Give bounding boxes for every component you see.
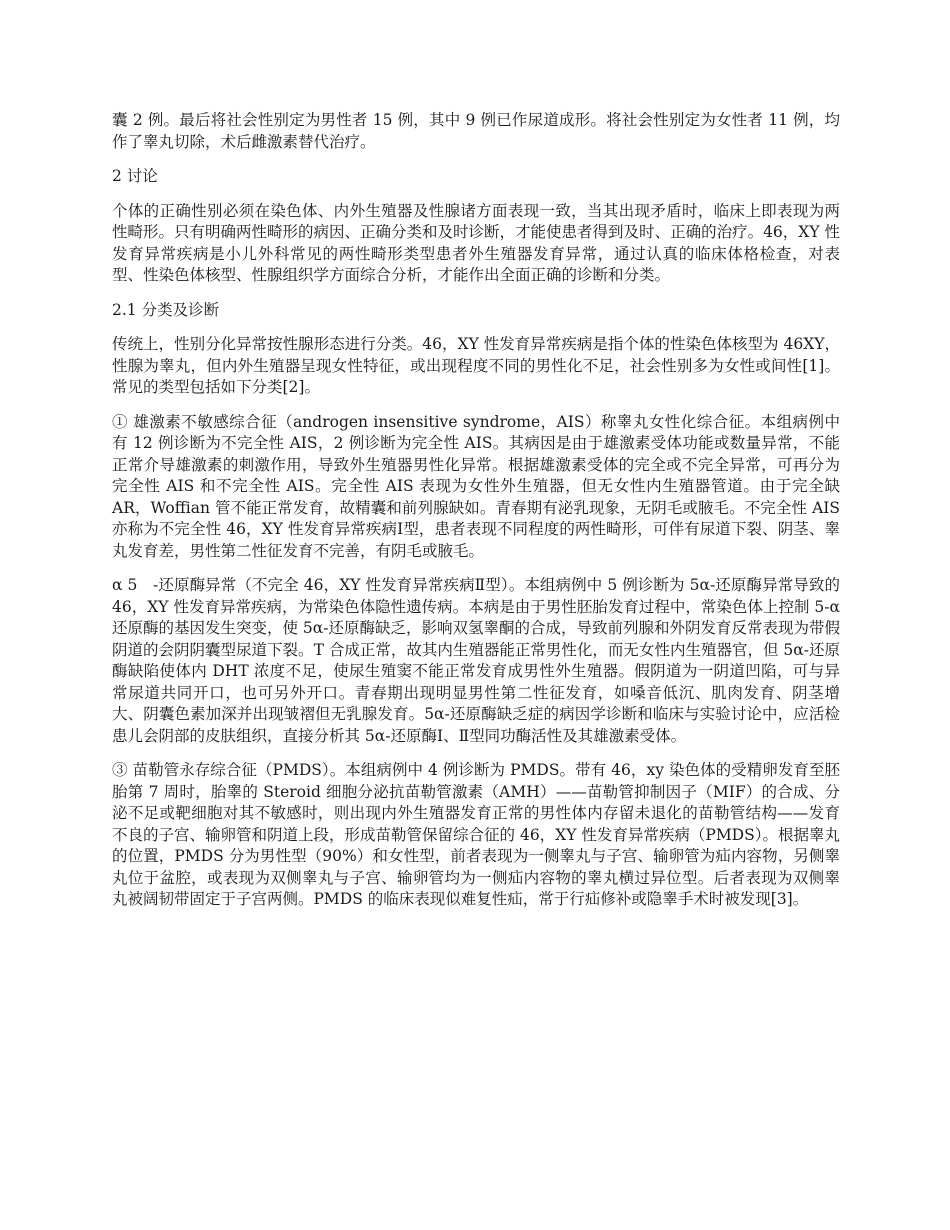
subsection-heading-classification: 2.1 分类及诊断	[112, 300, 220, 319]
paragraph-classification-intro: 传统上，性别分化异常按性腺形态进行分类。46，XY 性发育异常疾病是指个体的性染色体核型为 46XY，性腺为睾丸，但内外生殖器呈现女性特征，或出现程度不同的男性化不足，社会性别多为女性或间性[1]。常见的类型包括如下分类[2]。	[112, 335, 840, 396]
paragraph-case-summary: 囊 2 例。最后将社会性别定为男性者 15 例，其中 9 例已作尿道成形。将社会性别定为女性者 11 例，均作了睾丸切除，术后雌激素替代治疗。	[112, 111, 840, 151]
paragraph-ais: ① 雄激素不敏感综合征（androgen insensitive syndrome，AIS）称睾丸女性化综合征。本组病例中有 12 例诊断为不完全性 AIS，2 例诊断为完全性 AIS。其病因是由于雄激素受体功能或数量异常，不能正常介导雄激素的刺激作用，导致外生殖器男性化异常。根据雄激素受体的完全或不完全异常，可再分为完全性 AIS 和不完全性 AIS。完全性 AIS 表现为女性外生殖器，但无女性内生殖器管道。由于完全缺 AR，Woffian 管不能正常发育，故精囊和前列腺缺如。青春期有泌乳现象，无阴毛或腋毛。不完全性 AIS 亦称为不完全性 46，XY 性发育异常疾病Ⅰ型，患者表现不同程度的两性畸形，可伴有尿道下裂、阴茎、睾丸发育差，男性第二性征发育不完善，有阴毛或腋毛。	[112, 412, 840, 560]
document-body	[112, 110, 840, 924]
paragraph-5a-reductase: α 5 -还原酶异常（不完全 46，XY 性发育异常疾病Ⅱ型）。本组病例中 5 例诊断为 5α-还原酶异常导致的 46，XY 性发育异常疾病，为常染色体隐性遗传病。本病是由于男性胚胎发育过程中，常染色体上控制 5-α 还原酶的基因发生突变，使 5α-还原酶缺乏，影响双氢睾酮的合成，导致前列腺和外阴发育反常表现为带假阴道的会阴阴囊型尿道下裂。T 合成正常，故其内生殖器能正常男性化，而无女性内生殖器官，但 5α-还原酶缺陷使体内 DHT 浓度不足，使尿生殖窦不能正常发育成男性外生殖器。假阴道为一阴道凹陷，可与异常尿道共同开口，也可另外开口。青春期出现明显男性第二性征发育，如嗓音低沉、肌肉发育、阴茎增大、阴囊色素加深并出现皱褶但无乳腺发育。5α-还原酶缺乏症的病因学诊断和临床与实验讨论中，应活检患儿会阴部的皮肤组织，直接分析其 5α-还原酶Ⅰ、Ⅱ型同功酶活性及其雄激素受体。	[112, 576, 840, 745]
paragraph-pmds: ③ 苗勒管永存综合征（PMDS）。本组病例中 4 例诊断为 PMDS。带有 46，xy 染色体的受精卵发育至胚胎第 7 周时，胎睾的 Steroid 细胞分泌抗苗勒管激素（AMH）——苗勒管抑制因子（MIF）的合成、分泌不足或靶细胞对其不敏感时，则出现内外生殖器发育正常的男性体内存留未退化的苗勒管结构——发育不良的子宫、输卵管和阴道上段，形成苗勒管保留综合征的 46，XY 性发育异常疾病（PMDS）。根据睾丸的位置，PMDS 分为男性型（90%）和女性型，前者表现为一侧睾丸与子宫、输卵管为疝内容物，另侧睾丸位于盆腔，或表现为双侧睾丸与子宫、输卵管均为一侧疝内容物的睾丸横过异位型。后者表现为双侧睾丸被阔韧带固定于子宫两侧。PMDS 的临床表现似难复性疝，常于行疝修补或隐睾手术时被发现[3]。	[112, 761, 840, 908]
paragraph-discussion-intro: 个体的正确性别必须在染色体、内外生殖器及性腺诸方面表现一致，当其出现矛盾时，临床上即表现为两性畸形。只有明确两性畸形的病因、正确分类和及时诊断，才能使患者得到及时、正确的治疗。46，XY 性发育异常疾病是小儿外科常见的两性畸形类型患者外生殖器发育异常，通过认真的临床体格检查，对表型、性染色体核型、性腺组织学方面综合分析，才能作出全面正确的诊断和分类。	[112, 201, 840, 284]
section-heading-discussion: 2 讨论	[112, 167, 158, 185]
